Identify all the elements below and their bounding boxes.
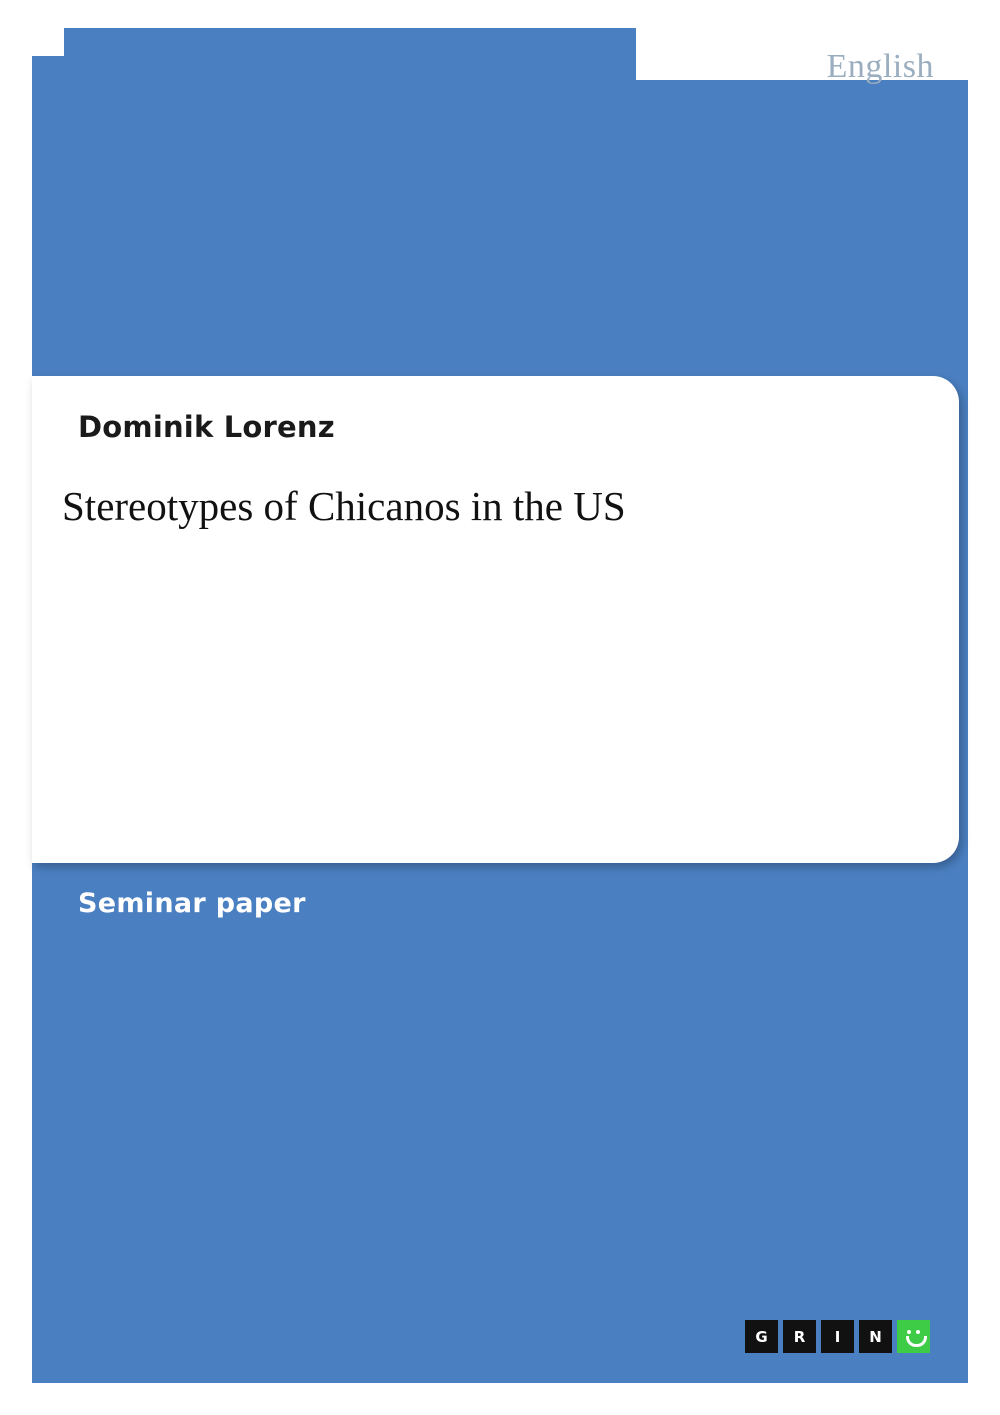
logo-letter-g: G [745, 1320, 778, 1353]
language-label: English [826, 48, 934, 85]
logo-letter-n: N [859, 1320, 892, 1353]
title-card [32, 376, 959, 863]
grin-logo [745, 1320, 930, 1353]
page-title: Stereotypes of Chicanos in the US [62, 483, 626, 529]
logo-letter-r: R [783, 1320, 816, 1353]
panel-top-left-notch [32, 28, 64, 56]
author-name: Dominik Lorenz [78, 410, 335, 444]
cover-background-panel [32, 28, 968, 1383]
document-type-label: Seminar paper [78, 888, 306, 919]
smiley-face-icon [897, 1320, 930, 1353]
logo-letter-i: I [821, 1320, 854, 1353]
